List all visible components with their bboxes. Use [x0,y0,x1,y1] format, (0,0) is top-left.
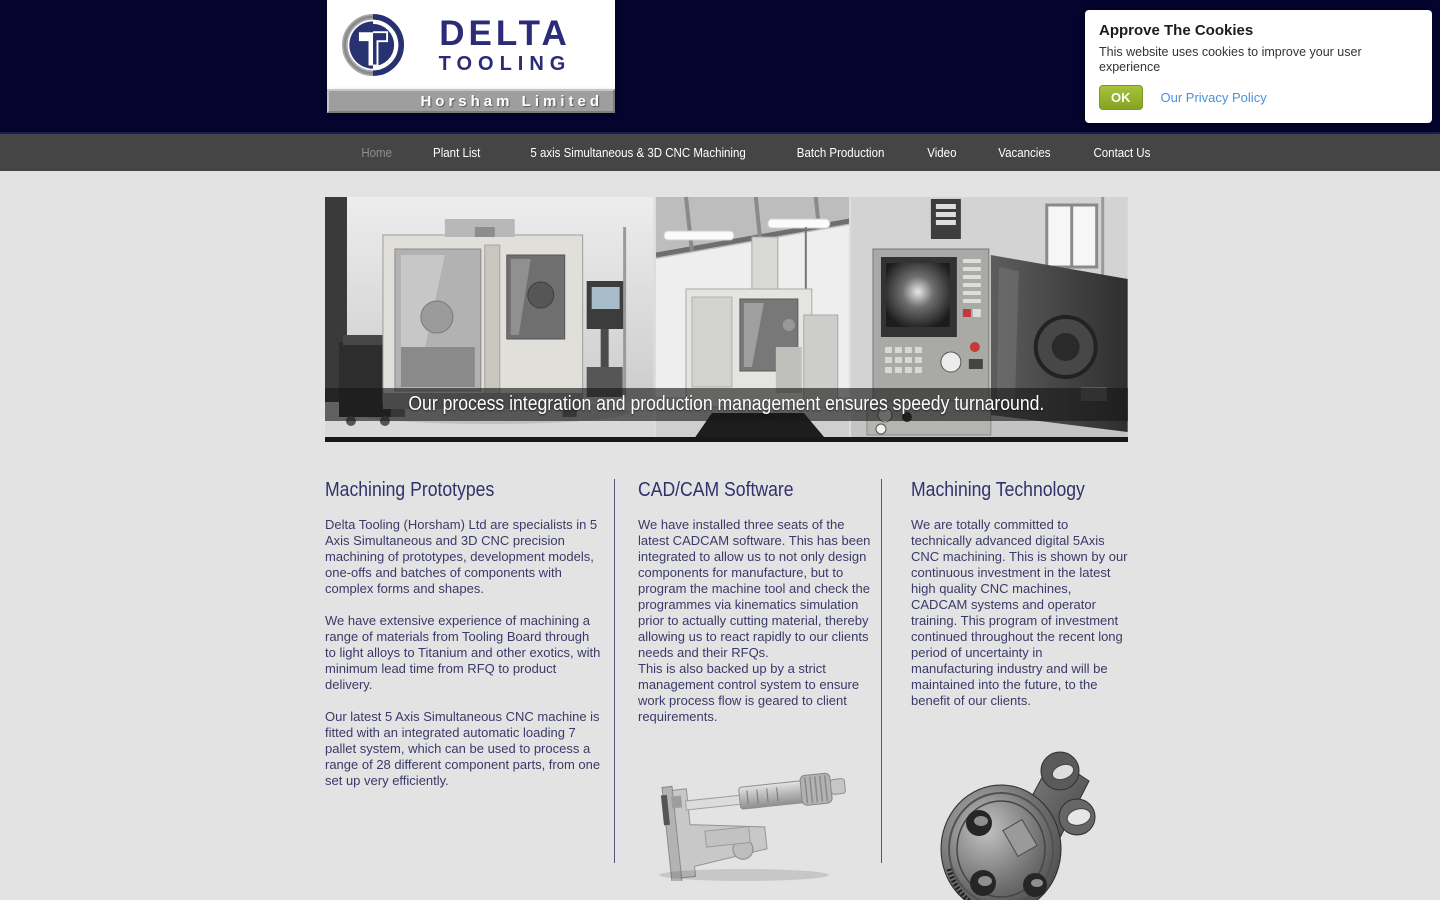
site-header [0,0,1440,134]
delta-t-logo-icon [341,11,405,79]
cookie-title: Approve The Cookies [1099,22,1254,39]
micrometer-image [644,731,856,881]
column-machining-technology [882,479,1128,900]
column-machining-prototypes [325,479,614,900]
hero-caption-text: Our process integration and production management ensures speedy turnaround. [408,393,1045,415]
column-cadcam-software [615,479,881,900]
main-navigation [0,134,1440,171]
nav-item-vacancies[interactable]: Vacancies [998,145,1051,160]
logo-name-line2: TOOLING [438,52,572,75]
nav-item-plant-list[interactable]: Plant List [433,145,481,160]
nav-item-video[interactable]: Video [927,145,957,160]
hero-bottom-strip [325,437,1128,442]
column2-paragraph-1: We have installed three seats of the latest CADCAM software. This has been integrated to allow us to not only design components for manufacture, but to program the machine tool and check the programmes via kinematics simulation prior to actually cutting material, thereby allowing us to react rapidly to our clients needs and their RFQs. [638,517,871,660]
logo-box [327,0,615,89]
content-columns [325,479,1128,900]
column1-paragraph-2: We have extensive experience of machining a range of materials from Tooling Board through to light alloys to Titanium and other exotics, with minimum lead time from RFQ to product delivery. [325,613,601,692]
column2-paragraph-2: This is also backed up by a strict management control system to ensure work process flow is geared to client requirements. [638,661,860,724]
cookie-consent-dialog [1085,10,1432,123]
column3-paragraph-1: We are totally committed to technically advanced digital 5Axis CNC machining. This is shown by our continuous investment in the latest high quality CNC machines, CADCAM systems and operator training. This program of investment continued throughout the recent long period of uncertainty in manufacturing industry and will be maintained into the future, to the benefit of our clients. [911,517,1128,708]
machined-part-image [927,739,1112,900]
logo-name-line1: DELTA [439,13,571,53]
company-logo[interactable] [327,0,615,113]
cookie-message: This website uses cookies to improve your user experience [1099,45,1362,74]
nav-item-home[interactable]: Home [361,145,393,160]
nav-item-contact-us[interactable]: Contact Us [1093,145,1150,160]
logo-wordmark [405,13,605,75]
privacy-policy-link[interactable]: Our Privacy Policy [1160,90,1267,105]
hero-image-strip [325,197,1128,442]
page-content [325,197,1128,900]
column3-heading: Machining Technology [911,479,1085,501]
column1-paragraph-1: Delta Tooling (Horsham) Ltd are specialists in 5 Axis Simultaneous and 3D CNC precision machining of prototypes, development models, one-offs and batches of components with complex forms and shapes. [325,517,598,596]
column2-heading: CAD/CAM Software [638,479,794,501]
hero-caption-band [325,388,1128,421]
nav-item-5-axis-machining[interactable]: 5 axis Simultaneous & 3D CNC Machining [530,145,746,160]
column1-paragraph-3: Our latest 5 Axis Simultaneous CNC machine is fitted with an integrated automatic loading 7 pallet system, which can be used to process a range of 28 different component parts, from one set up very efficiently. [325,709,601,788]
column1-heading: Machining Prototypes [325,479,495,501]
logo-banner: Horsham Limited [327,89,615,113]
nav-item-batch-production[interactable]: Batch Production [796,145,885,160]
cookie-ok-button[interactable]: OK [1099,85,1143,110]
